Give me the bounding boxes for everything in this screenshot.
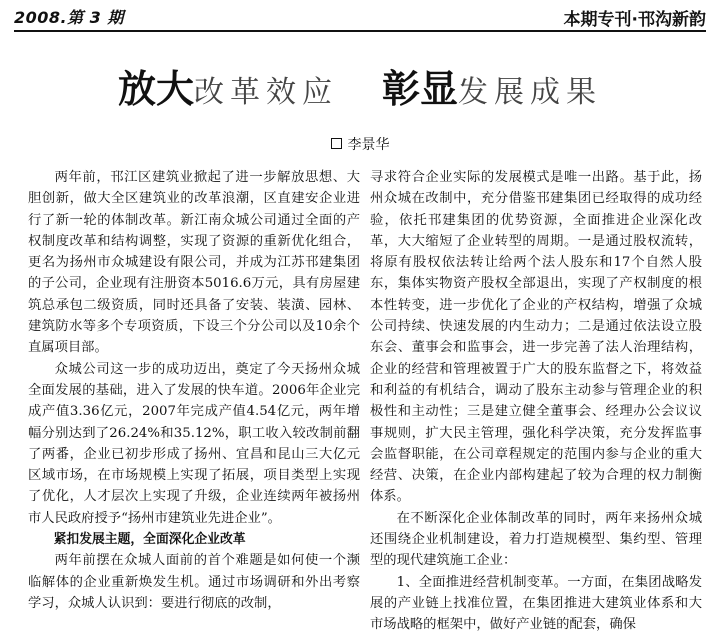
author-line xyxy=(0,134,720,154)
paragraph: 寻求符合企业实际的发展模式是唯一出路。基于此，扬州众城在改制中，充分借鉴邗建集团已经取得的成功经验，依托邗建集团的优势资源，全面推进企业深化改革，大大缩短了企业转型的周期。一是通过股权流转，将原有股权依法转让给两个法人股东和17个自然人股东，集体实物资产股权全部退出，实现了产权制度的根本性转变，进一步优化了企业的产权结构，增强了众城公司持续、快速发展的内生动力；二是通过依法设立股东会、董事会和监事会，进一步完善了法人治理结构，企业的经营和管理被置于广大的股东监督之下，将效益和利益的有机结合，调动了股东主动参与管理企业的积极性和主动性；三是建立健全董事会、经理办公会议议事规则，扩大民主管理，强化科学决策，充分发挥监事会监督职能，在公司章程规定的范围内参与企业的重大经营、决策，在企业内部构建起了较为合理的权力制衡体系。 xyxy=(370,170,702,505)
title-part1-light: 改革效应 xyxy=(194,75,338,110)
paragraph: 两年前摆在众城人面前的首个难题是如何使一个濒临解体的企业重新焕发生机。通过市场调研和外出考察学习，众城人认识到：要进行彻底的改制， xyxy=(28,553,360,611)
author-name: 李景华 xyxy=(347,137,390,153)
section-label: 本期专刊·邗沟新韵 xyxy=(563,10,706,30)
issue-label: 2008.第 3 期 xyxy=(14,8,124,27)
subheading: 紧扣发展主题，全面深化企业改革 xyxy=(53,532,246,548)
paragraph: 在不断深化企业体制改革的同时，两年来扬州众城还围绕企业机制建设，着力打造规模型、集约型、管理型的现代建筑施工企业： xyxy=(370,510,702,569)
title-part2-light: 发展成果 xyxy=(458,75,603,110)
title-part2-strong: 彰显 xyxy=(382,67,459,111)
title-part1-strong: 放大 xyxy=(117,67,194,111)
paragraph: 众城公司这一步的成功迈出，奠定了今天扬州众城全面发展的基础，进入了发展的快车道。2006年企业完成产值3.36亿元，2007年完成产值4.54亿元，两年增幅分别达到了26.24%和35.12%，职工收入较改制前翻了两番，企业已初步形成了扬州、宜昌和昆山三大亿元区域市场，在市场规模上实现了拓展，项目类型上实现了优化，人才层次上实现了升级，企业连续两年被扬州市人民政府授予“扬州市建筑业先进企业”。 xyxy=(28,361,360,526)
square-icon xyxy=(331,138,342,149)
article-title xyxy=(0,58,720,113)
paragraph: 两年前，邗江区建筑业掀起了进一步解放思想、大胆创新，做大全区建筑业的改革浪潮，区直建安企业进行了新一轮的体制改革。新江南众城公司通过全面的产权制度改革和结构调整，实现了资源的重新优化组合，更名为扬州市众城建设有限公司，并成为江苏邗建集团的子公司，企业现有注册资本5016.6万元，具有房屋建筑总承包二级资质，同时还具备了安装、装潢、园林、建筑防水等多个专项资质，下设三个分公司以及10余个直属项目部。 xyxy=(28,170,360,356)
page-header xyxy=(14,4,706,32)
paragraph: 1、全面推进经营机制变革。一方面，在集团战略发展的产业链上找准位置，在集团推进大建筑业体系和大市场战略的框架中，做好产业链的配套，确保 xyxy=(370,574,702,633)
left-column xyxy=(28,167,360,614)
right-column xyxy=(370,167,702,636)
